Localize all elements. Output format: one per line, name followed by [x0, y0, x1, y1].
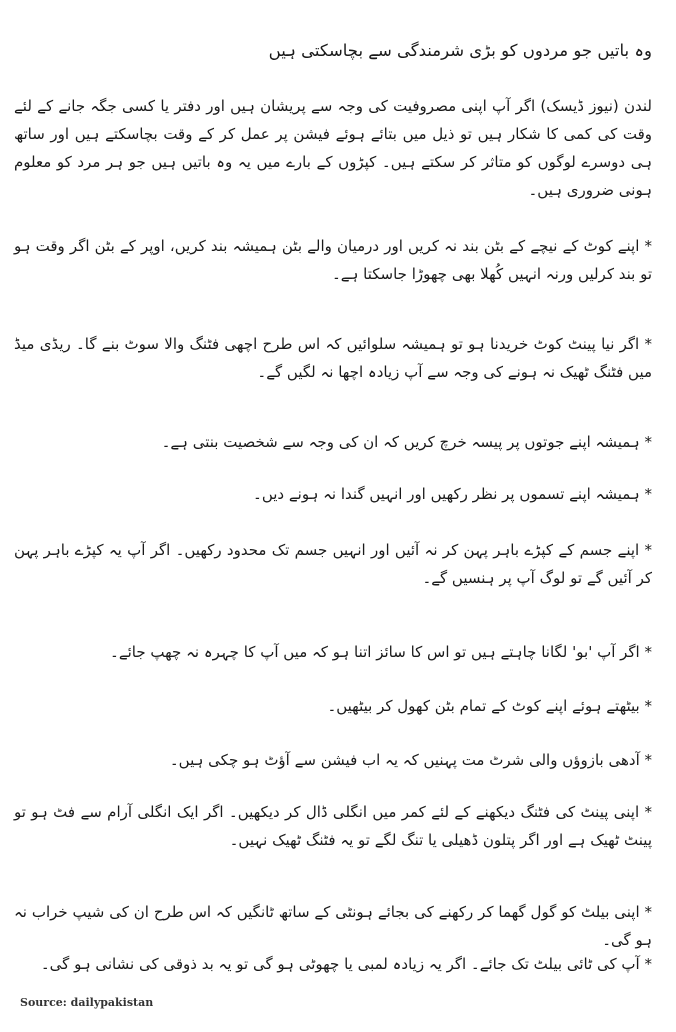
tip-paragraph: * اپنے کوٹ کے نیچے کے بٹن بند نہ کریں اور درمیان والے بٹن ہمیشہ بند کریں، اوپر کے بٹن اگر وقت ہو تو بند کرلیں ورنہ انہیں کُھلا بھی چھوڑا جاسکتا ہے۔ — [14, 237, 652, 283]
tip-paragraph: * اپنے جسم کے کپڑے باہر پہن کر نہ آئیں اور انہیں جسم تک محدود رکھیں۔ اگر آپ یہ کپڑے باہر پہن کر آئیں گے تو لوگ آپ پر ہنسیں گے۔ — [14, 541, 652, 587]
intro-paragraph: لندن (نیوز ڈیسک) اگر آپ اپنی مصروفیت کی وجہ سے پریشان ہیں اور دفتر یا کسی جگہ جانے کے لئے وقت کی کمی کا شکار ہیں تو ذیل میں بتائے ہوئے فیشن پر عمل کر کے وقت بچاسکتے ہیں اور ساتھ ہی دوسرے لوگوں کو متاثر کر سکتے ہیں۔ کپڑوں کے بارے میں یہ وہ باتیں ہیں جو ہر مرد کو معلوم ہونی ضروری ہیں۔ — [14, 97, 652, 199]
tip-paragraph: * اگر آپ 'بو' لگانا چاہتے ہیں تو اس کا سائز اتنا ہو کہ میں آپ کا چہرہ نہ چھپ جائے۔ — [110, 643, 652, 661]
article-title: وہ باتیں جو مردوں کو بڑی شرمندگی سے بچاسکتی ہیں — [268, 41, 652, 60]
tip-paragraph: * اپنی پینٹ کی فٹنگ دیکھنے کے لئے کمر میں انگلی ڈال کر دیکھیں۔ اگر ایک انگلی آرام سے فٹ ہو تو پینٹ ٹھیک ہے اور اگر پتلون ڈھیلی یا تنگ لگے تو یہ فٹنگ ٹھیک نہیں۔ — [14, 803, 652, 849]
tip-paragraph: * آدھی بازوؤں والی شرٹ مت پہنیں کہ یہ اب فیشن سے آؤٹ ہو چکی ہیں۔ — [169, 751, 652, 769]
source-credit: Source: dailypakistan — [20, 996, 154, 1009]
tip-paragraph: * آپ کی ٹائی بیلٹ تک جائے۔ اگر یہ زیادہ لمبی یا چھوٹی ہو گی تو یہ بد ذوقی کی نشانی ہو گی۔ — [40, 955, 652, 973]
tip-paragraph: * ہمیشہ اپنے تسموں پر نظر رکھیں اور انہیں گندا نہ ہونے دیں۔ — [253, 485, 652, 503]
tip-paragraph: * اپنی بیلٹ کو گول گھما کر رکھنے کی بجائے ہونٹی کے ساتھ ٹانگیں کہ اس طرح ان کی شیپ خراب نہ ہو گی۔ — [14, 903, 652, 949]
tip-paragraph: * اگر نیا پینٹ کوٹ خریدنا ہو تو ہمیشہ سلوائیں کہ اس طرح اچھی فٹنگ والا سوٹ بنے گا۔ ریڈی میڈ میں فٹنگ ٹھیک نہ ہونے کی وجہ سے آپ زیادہ اچھا نہ لگیں گے۔ — [14, 335, 652, 381]
tip-paragraph: * ہمیشہ اپنے جوتوں پر پیسہ خرچ کریں کہ ان کی وجہ سے شخصیت بنتی ہے۔ — [161, 433, 652, 451]
tip-paragraph: * بیٹھتے ہوئے اپنے کوٹ کے تمام بٹن کھول کر بیٹھیں۔ — [327, 697, 652, 715]
